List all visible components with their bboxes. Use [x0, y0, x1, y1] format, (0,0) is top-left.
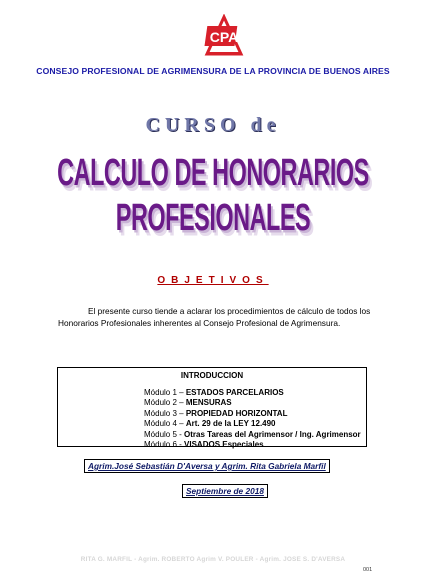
objectives-heading: OBJETIVOS [157, 275, 269, 286]
module-item-3: Módulo 3 – PROPIEDAD HORIZONTAL [144, 408, 288, 418]
course-label: CURSO de [145, 114, 281, 136]
module-item-2: Módulo 2 – MENSURAS [144, 398, 232, 408]
contents-title: INTRODUCCION [180, 371, 244, 380]
module-item-5: Módulo 5 - Otras Tareas del Agrimensor / Ing. Agrimensor [144, 429, 361, 439]
objectives-line-1: El presente curso tiende a aclarar los procedimientos de cálculo de todos los [88, 306, 371, 316]
module-list [144, 388, 361, 450]
contents-box [57, 367, 367, 450]
objectives-paragraph [58, 306, 408, 329]
footer-watermark: RITA G. MARFIL - Agrim. ROBERTO Agrim V. POULER - Agrim. JOSE S. D'AVERSA [80, 556, 346, 563]
authors-credit: Agrim.José Sebastián D'Aversa y Agrim. Rita Gabriela Marfil [84, 459, 330, 473]
page-code: 001 [363, 567, 373, 573]
council-name: CONSEJO PROFESIONAL DE AGRIMENSURA DE LA PROVINCIA DE BUENOS AIRES [36, 66, 390, 76]
module-item-1: Módulo 1 – ESTADOS PARCELARIOS [144, 388, 284, 397]
course-date: Septiembre de 2018 [182, 484, 268, 498]
cpa-logo-icon [203, 14, 245, 58]
objectives-line-2: Honorarios Profesionales inherentes al Consejo Profesional de Agrimensura. [58, 317, 341, 328]
svg-text:CPA: CPA [209, 29, 239, 45]
course-title: CALCULO DE HONORARIOS PROFESIONALES [57, 150, 369, 239]
module-item-4: Módulo 4 – Art. 29 de la LEY 12.490 [144, 419, 276, 429]
module-item-6: Módulo 6 - VISADOS Especiales [144, 440, 264, 450]
cpa-logo [203, 14, 245, 58]
